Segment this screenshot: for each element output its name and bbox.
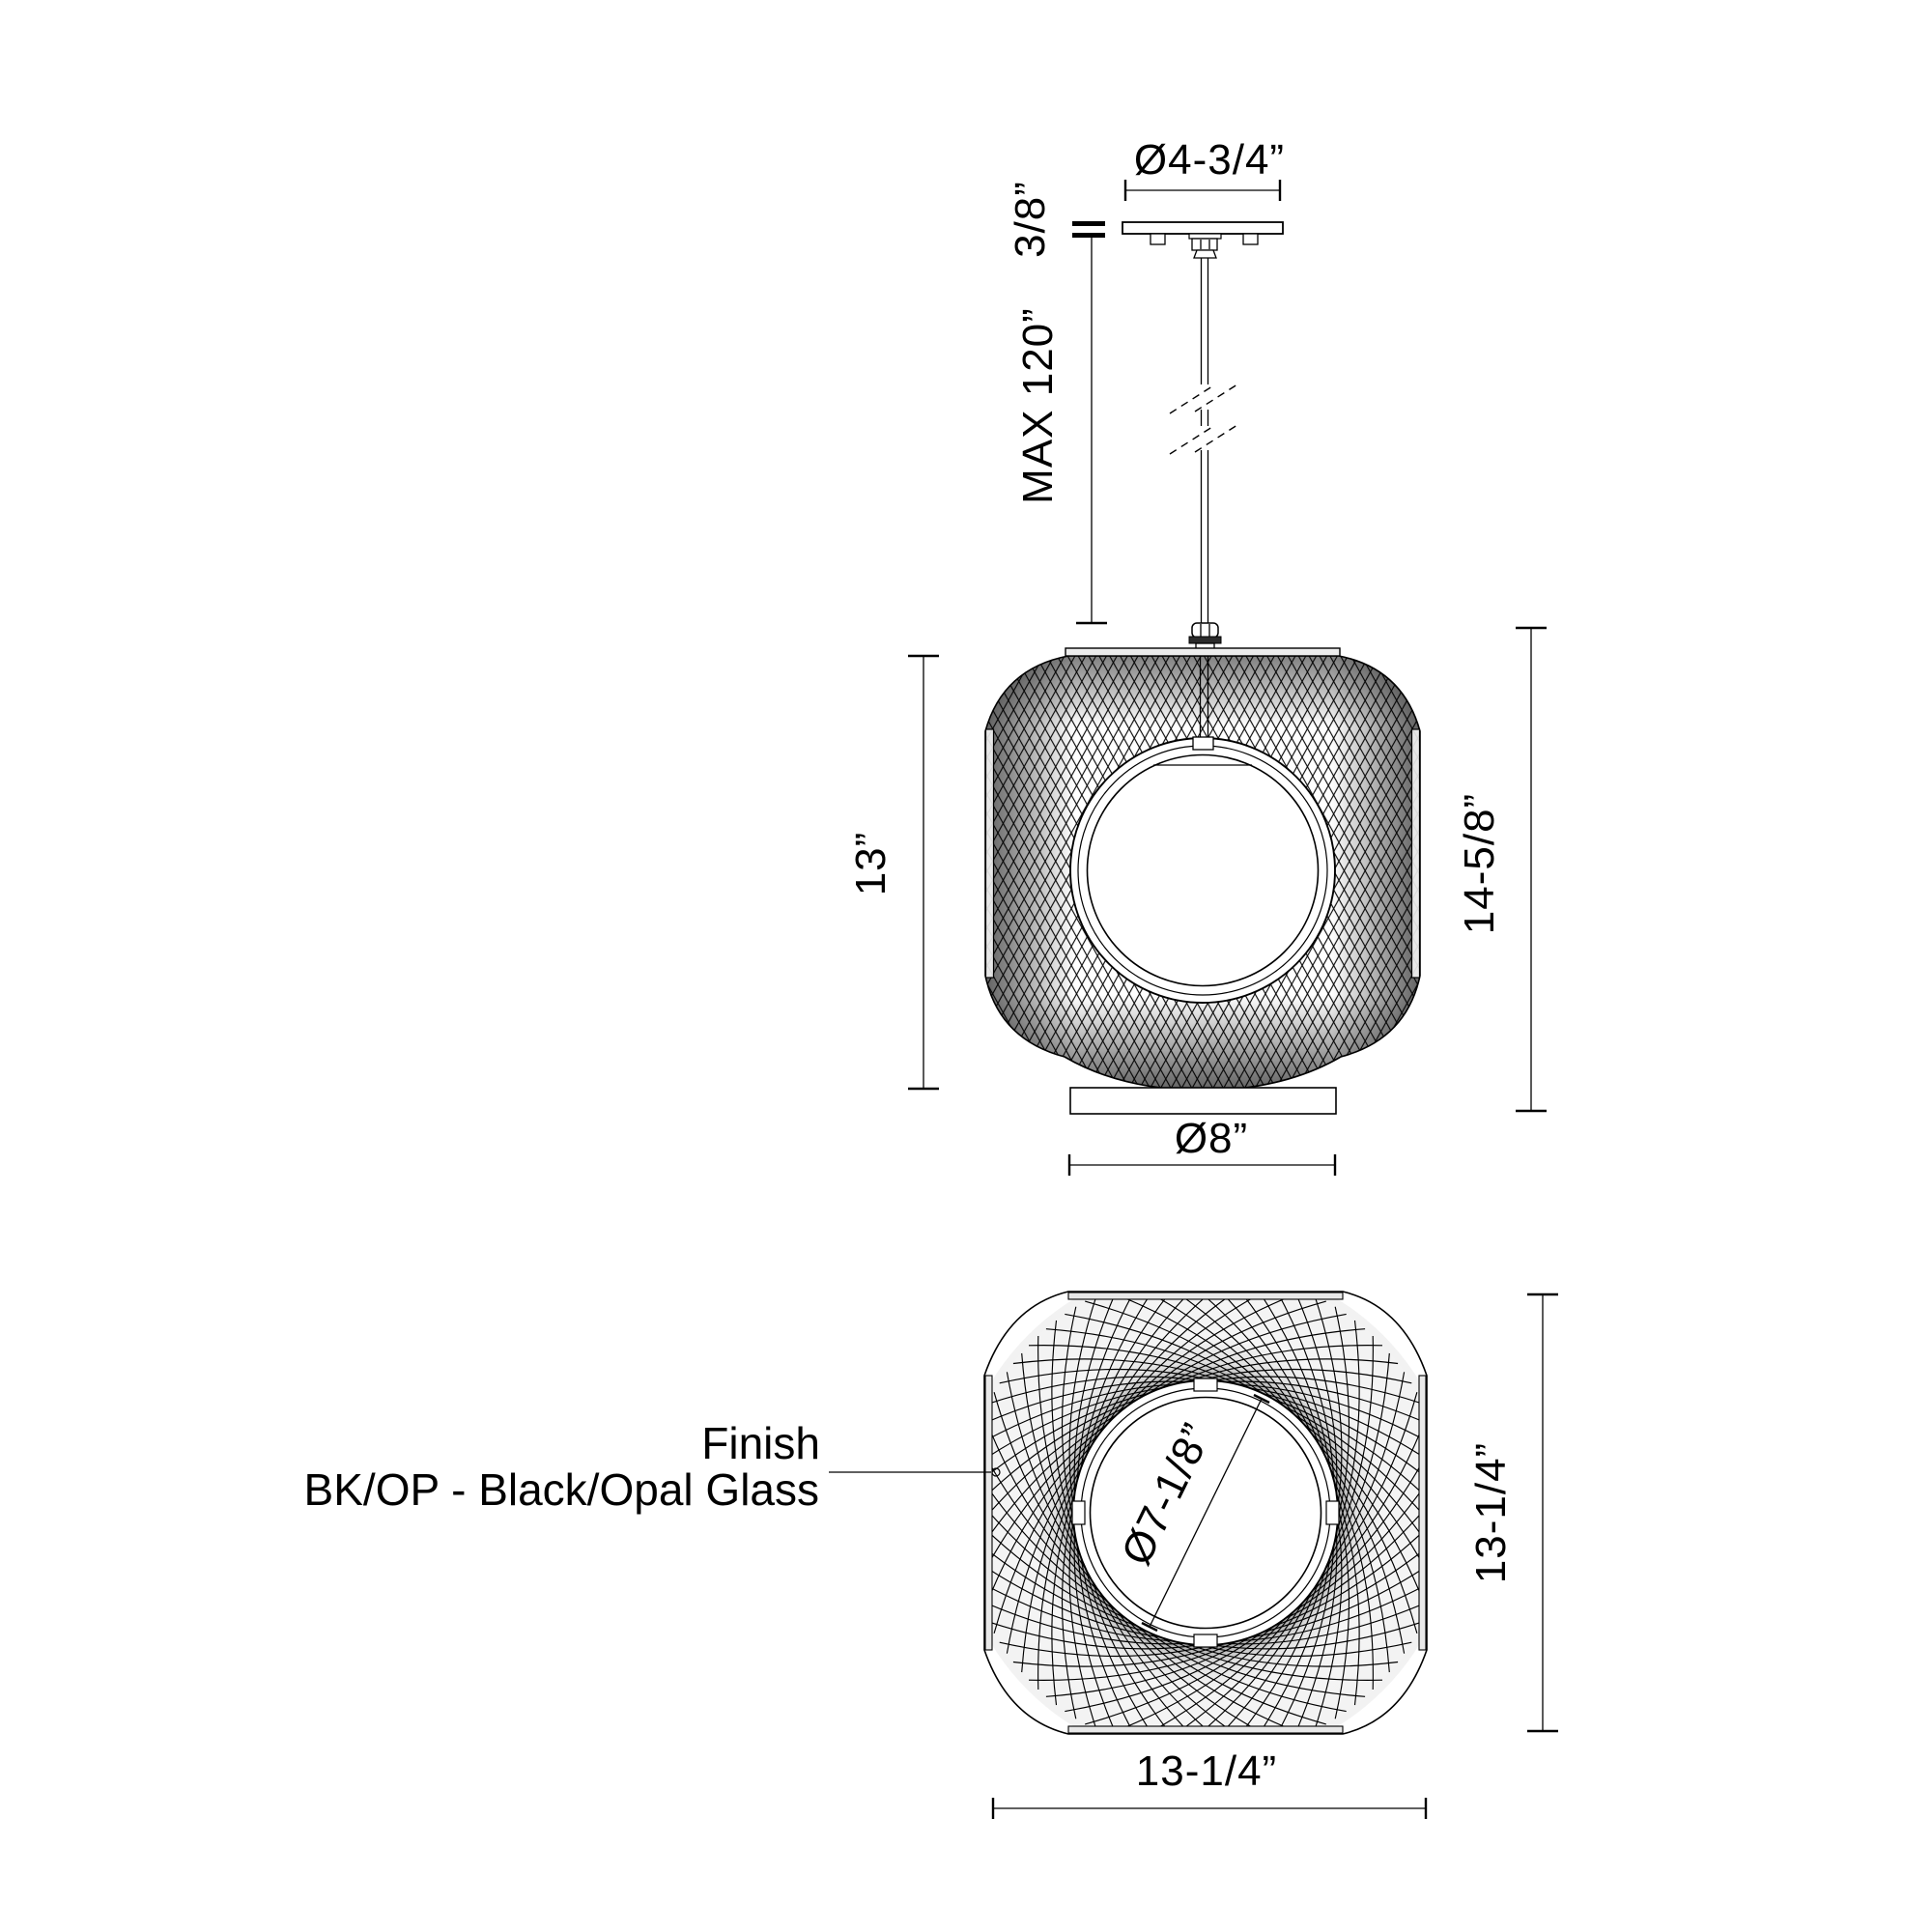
shade-bottom-diameter-label: Ø8”	[1174, 1115, 1249, 1162]
plan-face-panel-right	[1419, 1376, 1426, 1650]
opening-diameter-label: Ø7-1/8”	[1112, 1415, 1222, 1573]
side-panel-right	[1412, 729, 1420, 978]
bottom-collar	[1070, 1088, 1336, 1114]
canopy-thickness-dimension	[1007, 181, 1105, 258]
canopy-mounting-tab-left	[1151, 234, 1165, 244]
glass-globe-front	[1070, 737, 1335, 1003]
top-cap	[1065, 648, 1340, 656]
shade-bottom-diameter-dimension	[1069, 1115, 1335, 1176]
suspension-rod	[1170, 258, 1240, 624]
canopy-mounting-tab-right	[1243, 234, 1258, 244]
globe-clip-east	[1326, 1501, 1339, 1524]
plan-depth-dimension	[1467, 1294, 1558, 1731]
globe-clip-west	[1072, 1501, 1085, 1524]
bottom-view	[304, 1262, 1558, 1819]
max-drop-dimension	[1014, 236, 1107, 623]
front-view	[847, 136, 1547, 1176]
globe-clip-top	[1193, 737, 1213, 750]
plan-face-panel-bottom	[1068, 1726, 1343, 1733]
rod-break-symbol-lower	[1170, 423, 1240, 454]
overall-height-label: 14-5/8”	[1456, 792, 1503, 935]
shade-height-label: 13”	[847, 831, 895, 896]
globe-clip-north	[1194, 1378, 1217, 1391]
plan-width-label: 13-1/4”	[1135, 1747, 1278, 1795]
rod-nut	[1189, 623, 1221, 650]
globe-clip-south	[1194, 1634, 1217, 1647]
opal-glass	[1088, 755, 1319, 986]
finish-note	[304, 1418, 1000, 1515]
canopy-diameter-dimension	[1125, 136, 1285, 201]
plan-width-dimension	[993, 1747, 1426, 1819]
max-drop-label: MAX 120”	[1014, 307, 1062, 504]
canopy-diameter-label: Ø4-3/4”	[1133, 136, 1286, 184]
canopy-thickness-label: 3/8”	[1007, 181, 1054, 258]
overall-height-dimension	[1456, 628, 1547, 1111]
finish-note-title: Finish	[701, 1418, 820, 1468]
rod-break-symbol-upper	[1170, 383, 1240, 413]
plan-face-panel-top	[1068, 1293, 1343, 1299]
plan-face-panel-left	[985, 1376, 992, 1650]
shade-height-dimension	[847, 656, 939, 1089]
side-panel-left	[986, 729, 994, 978]
canopy	[1122, 222, 1283, 258]
finish-note-value: BK/OP - Black/Opal Glass	[303, 1464, 819, 1515]
plan-depth-label: 13-1/4”	[1467, 1441, 1515, 1584]
